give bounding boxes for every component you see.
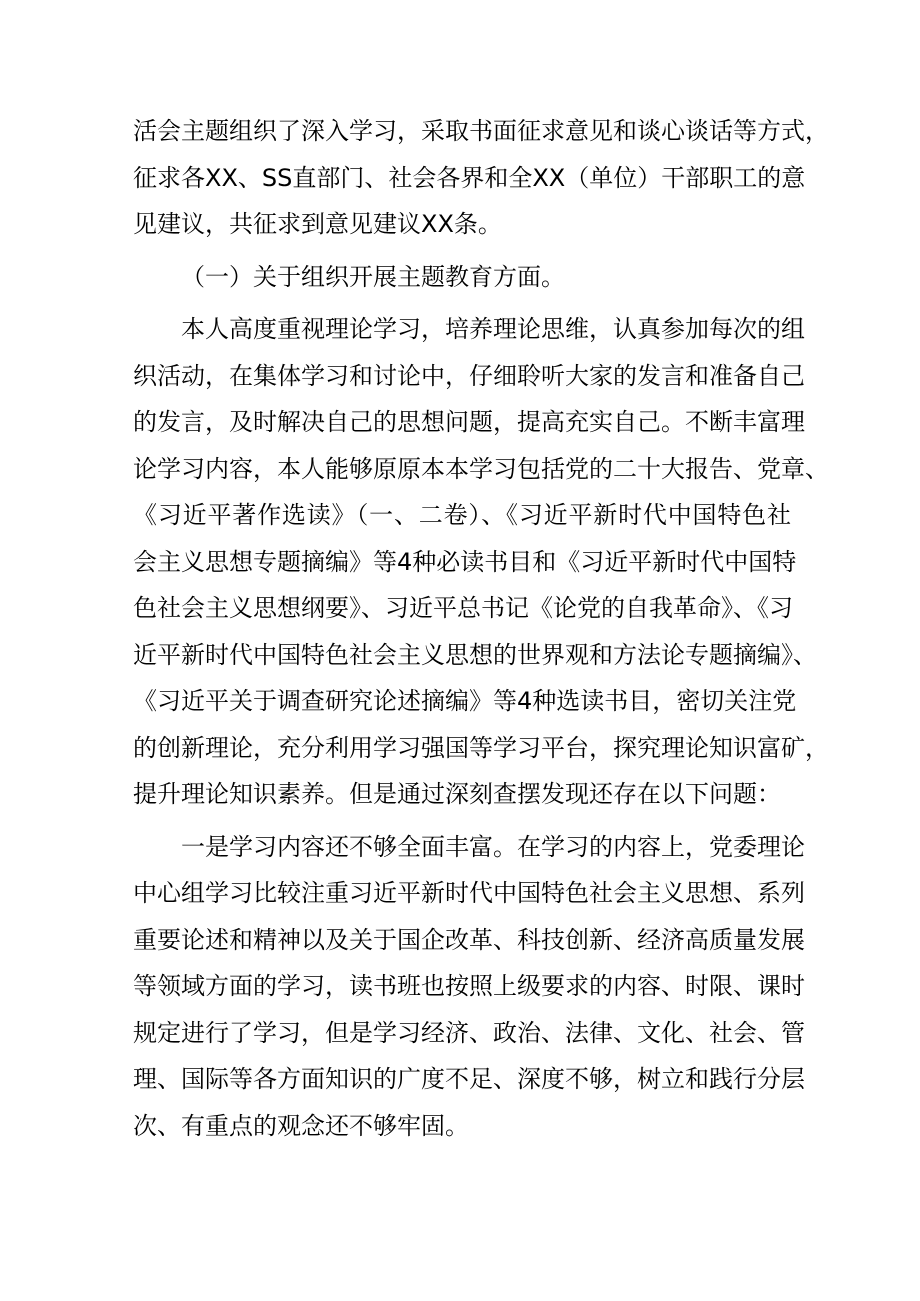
paragraph-line: 提升理论知识素养。但是通过深刻查摆发现还存在以下问题： [133,780,781,808]
paragraph-line: 本人高度重视理论学习，培养理论思维，认真参加每次的组 [181,315,805,343]
paragraph-line: 活会主题组织了深入学习，采取书面征求意见和谈心谈话等方式， [133,117,829,145]
paragraph-line: 的创新理论，充分利用学习强国等学习平台，探究理论知识富矿， [133,733,829,762]
paragraph-line: 征求各XX、SS直部门、社会各界和全XX（单位）干部职工的意 [133,163,806,192]
paragraph-line: 会主义思想专题摘编》等4种必读书目和《习近平新时代中国特 [133,547,797,576]
paragraph-line: 见建议，共征求到意见建议XX条。 [133,210,502,238]
section-heading: （一）关于组织开展主题教育方面。 [181,262,565,291]
paragraph-line: 《习近平关于调查研究论述摘编》等4种选读书目，密切关注党 [133,687,797,715]
paragraph-line: 规定进行了学习，但是学习经济、政治、法律、文化、社会、管 [133,1018,805,1047]
paragraph-line: 等领域方面的学习，读书班也按照上级要求的内容、时限、课时 [133,972,805,1000]
paragraph-line: 《习近平著作选读》（一、二卷）、《习近平新时代中国特色社 [133,501,791,529]
paragraph-line: 一是学习内容还不够全面丰富。在学习的内容上，党委理论 [181,832,805,861]
paragraph-line: 中心组学习比较注重习近平新时代中国特色社会主义思想、系列 [133,879,805,907]
document-body [133,108,829,1149]
paragraph-line: 的发言，及时解决自己的思想问题，提高充实自己。不断丰富理 [133,408,805,436]
paragraph-line: 重要论述和精神以及关于国企改革、科技创新、经济高质量发展 [133,925,805,954]
paragraph-line: 色社会主义思想纲要》、习近平总书记《论党的自我革命》、《习 [133,594,793,622]
paragraph-line: 论学习内容，本人能够原原本本学习包括党的二十大报告、党章、 [133,454,829,483]
paragraph-line: 次、有重点的观念还不够牢固。 [133,1111,469,1140]
paragraph-line: 织活动，在集体学习和讨论中，仔细聆听大家的发言和准备自己 [133,361,805,390]
paragraph-line: 近平新时代中国特色社会主义思想的世界观和方法论专题摘编》、 [133,640,817,669]
paragraph-line: 理、国际等各方面知识的广度不足、深度不够，树立和践行分层 [133,1065,805,1093]
